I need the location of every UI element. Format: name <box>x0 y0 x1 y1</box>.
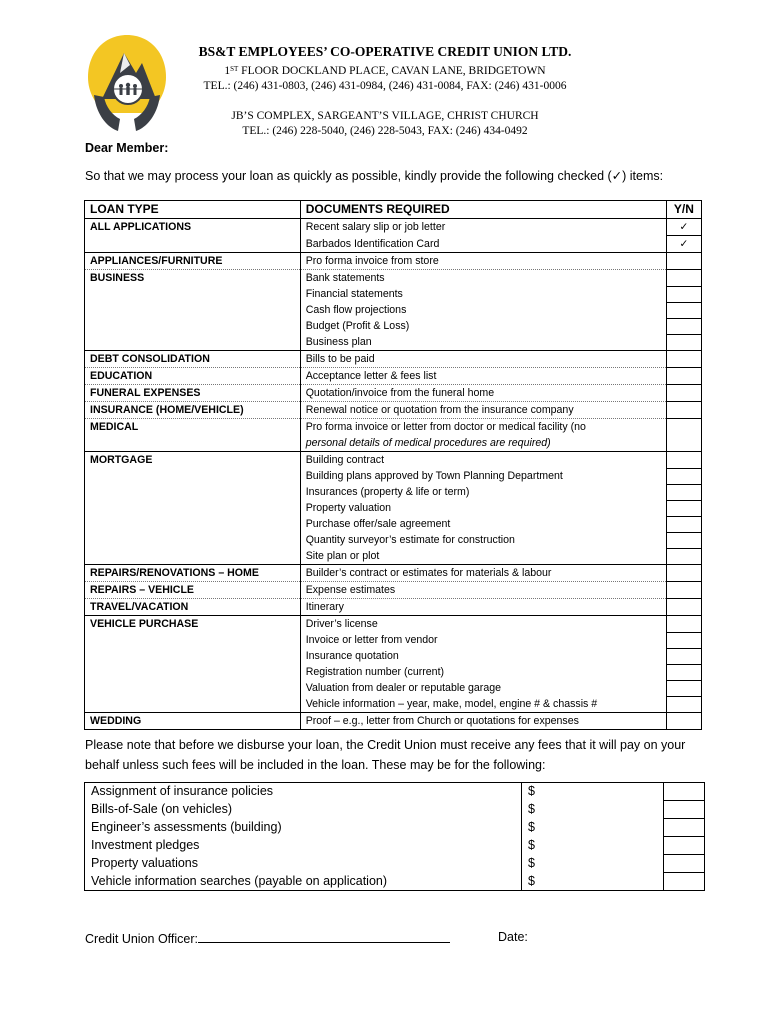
document-cell: Budget (Profit & Loss) <box>300 318 666 334</box>
fee-check-box[interactable] <box>664 837 705 855</box>
table-row <box>85 435 702 452</box>
fee-item: Assignment of insurance policies <box>85 783 522 801</box>
table-row <box>85 419 702 436</box>
loan-type-cell <box>85 532 301 548</box>
loan-type-cell <box>85 548 301 565</box>
loan-type-cell <box>85 318 301 334</box>
yn-checkbox[interactable] <box>666 664 701 680</box>
document-cell: Valuation from dealer or reputable garage <box>300 680 666 696</box>
document-cell: Registration number (current) <box>300 664 666 680</box>
document-cell: Barbados Identification Card <box>300 236 666 253</box>
loan-type-cell: WEDDING <box>85 713 301 730</box>
fee-item: Bills-of-Sale (on vehicles) <box>85 801 522 819</box>
table-row <box>85 516 702 532</box>
date-label[interactable]: Date: <box>498 930 528 944</box>
fee-amount-field[interactable]: $ <box>522 783 664 801</box>
fee-check-box[interactable] <box>664 801 705 819</box>
address-line-1: 1ST FLOOR DOCKLAND PLACE, CAVAN LANE, BRIDGETOWN <box>224 65 546 77</box>
intro-text: So that we may process your loan as quickly as possible, kindly provide the following checked (✓) items: <box>85 169 664 183</box>
fee-row <box>85 855 705 873</box>
table-row <box>85 680 702 696</box>
fee-item: Engineer’s assessments (building) <box>85 819 522 837</box>
yn-checkbox[interactable] <box>666 599 701 616</box>
phone-line-1: TEL.: (246) 431-0803, (246) 431-0984, (246) 431-0084, FAX: (246) 431-0006 <box>203 80 567 92</box>
document-cell: Expense estimates <box>300 582 666 599</box>
table-row <box>85 318 702 334</box>
yn-checkbox[interactable] <box>666 452 701 469</box>
table-row <box>85 632 702 648</box>
yn-checkbox[interactable] <box>666 435 701 452</box>
fee-row <box>85 873 705 891</box>
loan-type-cell <box>85 516 301 532</box>
table-row <box>85 500 702 516</box>
document-cell: Driver’s license <box>300 616 666 633</box>
yn-checkbox[interactable] <box>666 532 701 548</box>
document-cell: Building contract <box>300 452 666 469</box>
loan-type-cell <box>85 334 301 351</box>
document-cell: Vehicle information – year, make, model, engine # & chassis # <box>300 696 666 713</box>
yn-checkbox[interactable] <box>666 419 701 436</box>
yn-checkbox[interactable] <box>666 565 701 582</box>
yn-checkbox[interactable] <box>666 318 701 334</box>
col-loan-type: LOAN TYPE <box>85 201 301 219</box>
document-cell: Business plan <box>300 334 666 351</box>
yn-checkbox[interactable] <box>666 680 701 696</box>
table-row <box>85 648 702 664</box>
table-row <box>85 452 702 469</box>
table-row <box>85 696 702 713</box>
table-row <box>85 484 702 500</box>
yn-checkbox[interactable] <box>666 484 701 500</box>
fee-check-box[interactable] <box>664 783 705 801</box>
yn-checkbox[interactable] <box>666 368 701 385</box>
document-cell: Recent salary slip or job letter <box>300 219 666 236</box>
fee-amount-field[interactable]: $ <box>522 837 664 855</box>
yn-checkbox[interactable] <box>666 286 701 302</box>
document-cell: Bank statements <box>300 270 666 287</box>
loan-type-cell <box>85 236 301 253</box>
yn-checkbox[interactable] <box>666 648 701 664</box>
fee-check-box[interactable] <box>664 855 705 873</box>
yn-checkbox[interactable] <box>666 270 701 287</box>
document-cell: Pro forma invoice from store <box>300 253 666 270</box>
document-cell: Insurance quotation <box>300 648 666 664</box>
table-row <box>85 334 702 351</box>
document-cell: Purchase offer/sale agreement <box>300 516 666 532</box>
yn-checkbox[interactable] <box>666 632 701 648</box>
table-row <box>85 664 702 680</box>
document-cell: Renewal notice or quotation from the insurance company <box>300 402 666 419</box>
loan-type-cell: BUSINESS <box>85 270 301 287</box>
document-cell: Builder’s contract or estimates for materials & labour <box>300 565 666 582</box>
document-cell: Acceptance letter & fees list <box>300 368 666 385</box>
yn-checkbox[interactable] <box>666 253 701 270</box>
officer-label: Credit Union Officer: <box>85 932 199 946</box>
table-row <box>85 219 702 236</box>
loan-type-cell: FUNERAL EXPENSES <box>85 385 301 402</box>
loan-type-cell: TRAVEL/VACATION <box>85 599 301 616</box>
officer-signature-line[interactable] <box>198 930 450 943</box>
loan-type-cell: MORTGAGE <box>85 452 301 469</box>
fee-amount-field[interactable]: $ <box>522 801 664 819</box>
table-row <box>85 385 702 402</box>
loan-type-cell: INSURANCE (HOME/VEHICLE) <box>85 402 301 419</box>
fee-row <box>85 801 705 819</box>
loan-type-cell: EDUCATION <box>85 368 301 385</box>
yn-checkbox[interactable] <box>666 713 701 730</box>
fee-item: Investment pledges <box>85 837 522 855</box>
loan-type-cell: ALL APPLICATIONS <box>85 219 301 236</box>
address-line-2: JB’S COMPLEX, SARGEANT’S VILLAGE, CHRIST CHURCH <box>231 110 539 122</box>
document-cell: Financial statements <box>300 286 666 302</box>
documents-table <box>84 200 702 730</box>
col-yn: Y/N <box>666 201 701 219</box>
yn-checkbox[interactable] <box>666 302 701 318</box>
table-row <box>85 616 702 633</box>
loan-type-cell: REPAIRS – VEHICLE <box>85 582 301 599</box>
fees-note: Please note that before we disburse your loan, the Credit Union must receive any fees that it will pay on your behalf unless such fees will be included in the loan. These may be for the following: <box>85 738 686 772</box>
loan-type-cell <box>85 632 301 648</box>
table-row <box>85 402 702 419</box>
document-cell: personal details of medical procedures are required) <box>300 435 666 452</box>
table-row <box>85 236 702 253</box>
organization-name: BS&T EMPLOYEES’ CO-OPERATIVE CREDIT UNION LTD. <box>198 44 572 59</box>
table-row <box>85 565 702 582</box>
document-cell: Site plan or plot <box>300 548 666 565</box>
yn-checkbox[interactable] <box>666 548 701 565</box>
loan-type-cell: VEHICLE PURCHASE <box>85 616 301 633</box>
document-cell: Cash flow projections <box>300 302 666 318</box>
document-cell: Invoice or letter from vendor <box>300 632 666 648</box>
yn-checkbox[interactable] <box>666 402 701 419</box>
table-row <box>85 286 702 302</box>
table-row <box>85 302 702 318</box>
col-documents-required: DOCUMENTS REQUIRED <box>300 201 666 219</box>
yn-checkbox[interactable] <box>666 385 701 402</box>
loan-type-cell <box>85 500 301 516</box>
loan-type-cell: MEDICAL <box>85 419 301 436</box>
loan-type-cell: DEBT CONSOLIDATION <box>85 351 301 368</box>
yn-checkbox[interactable] <box>666 351 701 368</box>
fee-row <box>85 819 705 837</box>
table-row <box>85 713 702 730</box>
document-cell: Property valuation <box>300 500 666 516</box>
fee-amount-field[interactable]: $ <box>522 819 664 837</box>
fee-check-box[interactable] <box>664 873 705 891</box>
table-row <box>85 253 702 270</box>
yn-checkbox[interactable]: ✓ <box>666 236 701 253</box>
table-row <box>85 270 702 287</box>
loan-type-cell <box>85 484 301 500</box>
fee-item: Property valuations <box>85 855 522 873</box>
document-cell: Insurances (property & life or term) <box>300 484 666 500</box>
fee-row <box>85 783 705 801</box>
yn-checkbox[interactable] <box>666 334 701 351</box>
salutation: Dear Member: <box>85 141 169 155</box>
document-cell: Quantity surveyor’s estimate for construction <box>300 532 666 548</box>
document-cell: Bills to be paid <box>300 351 666 368</box>
table-row <box>85 351 702 368</box>
phone-line-2: TEL.: (246) 228-5040, (246) 228-5043, FAX: (246) 434-0492 <box>242 125 528 137</box>
yn-checkbox[interactable] <box>666 468 701 484</box>
loan-type-cell <box>85 468 301 484</box>
loan-type-cell <box>85 680 301 696</box>
document-cell: Proof – e.g., letter from Church or quotations for expenses <box>300 713 666 730</box>
table-row <box>85 548 702 565</box>
document-cell: Pro forma invoice or letter from doctor or medical facility (no <box>300 419 666 436</box>
loan-type-cell <box>85 435 301 452</box>
fee-check-box[interactable] <box>664 819 705 837</box>
yn-checkbox[interactable] <box>666 696 701 713</box>
fee-row <box>85 837 705 855</box>
yn-checkbox[interactable] <box>666 616 701 633</box>
loan-type-cell: APPLIANCES/FURNITURE <box>85 253 301 270</box>
officer-signature <box>85 930 450 946</box>
document-cell: Itinerary <box>300 599 666 616</box>
loan-type-cell: REPAIRS/RENOVATIONS – HOME <box>85 565 301 582</box>
loan-type-cell <box>85 286 301 302</box>
document-cell: Building plans approved by Town Planning Department <box>300 468 666 484</box>
table-row <box>85 582 702 599</box>
loan-type-cell <box>85 648 301 664</box>
loan-type-cell <box>85 696 301 713</box>
fee-amount-field[interactable]: $ <box>522 855 664 873</box>
yn-checkbox[interactable] <box>666 500 701 516</box>
fees-table <box>84 782 705 891</box>
table-row <box>85 532 702 548</box>
fee-item: Vehicle information searches (payable on application) <box>85 873 522 891</box>
yn-checkbox[interactable] <box>666 582 701 599</box>
yn-checkbox[interactable]: ✓ <box>666 219 701 236</box>
document-cell: Quotation/invoice from the funeral home <box>300 385 666 402</box>
loan-type-cell <box>85 664 301 680</box>
table-row <box>85 599 702 616</box>
table-row <box>85 368 702 385</box>
fee-amount-field[interactable]: $ <box>522 873 664 891</box>
table-row <box>85 468 702 484</box>
loan-type-cell <box>85 302 301 318</box>
yn-checkbox[interactable] <box>666 516 701 532</box>
